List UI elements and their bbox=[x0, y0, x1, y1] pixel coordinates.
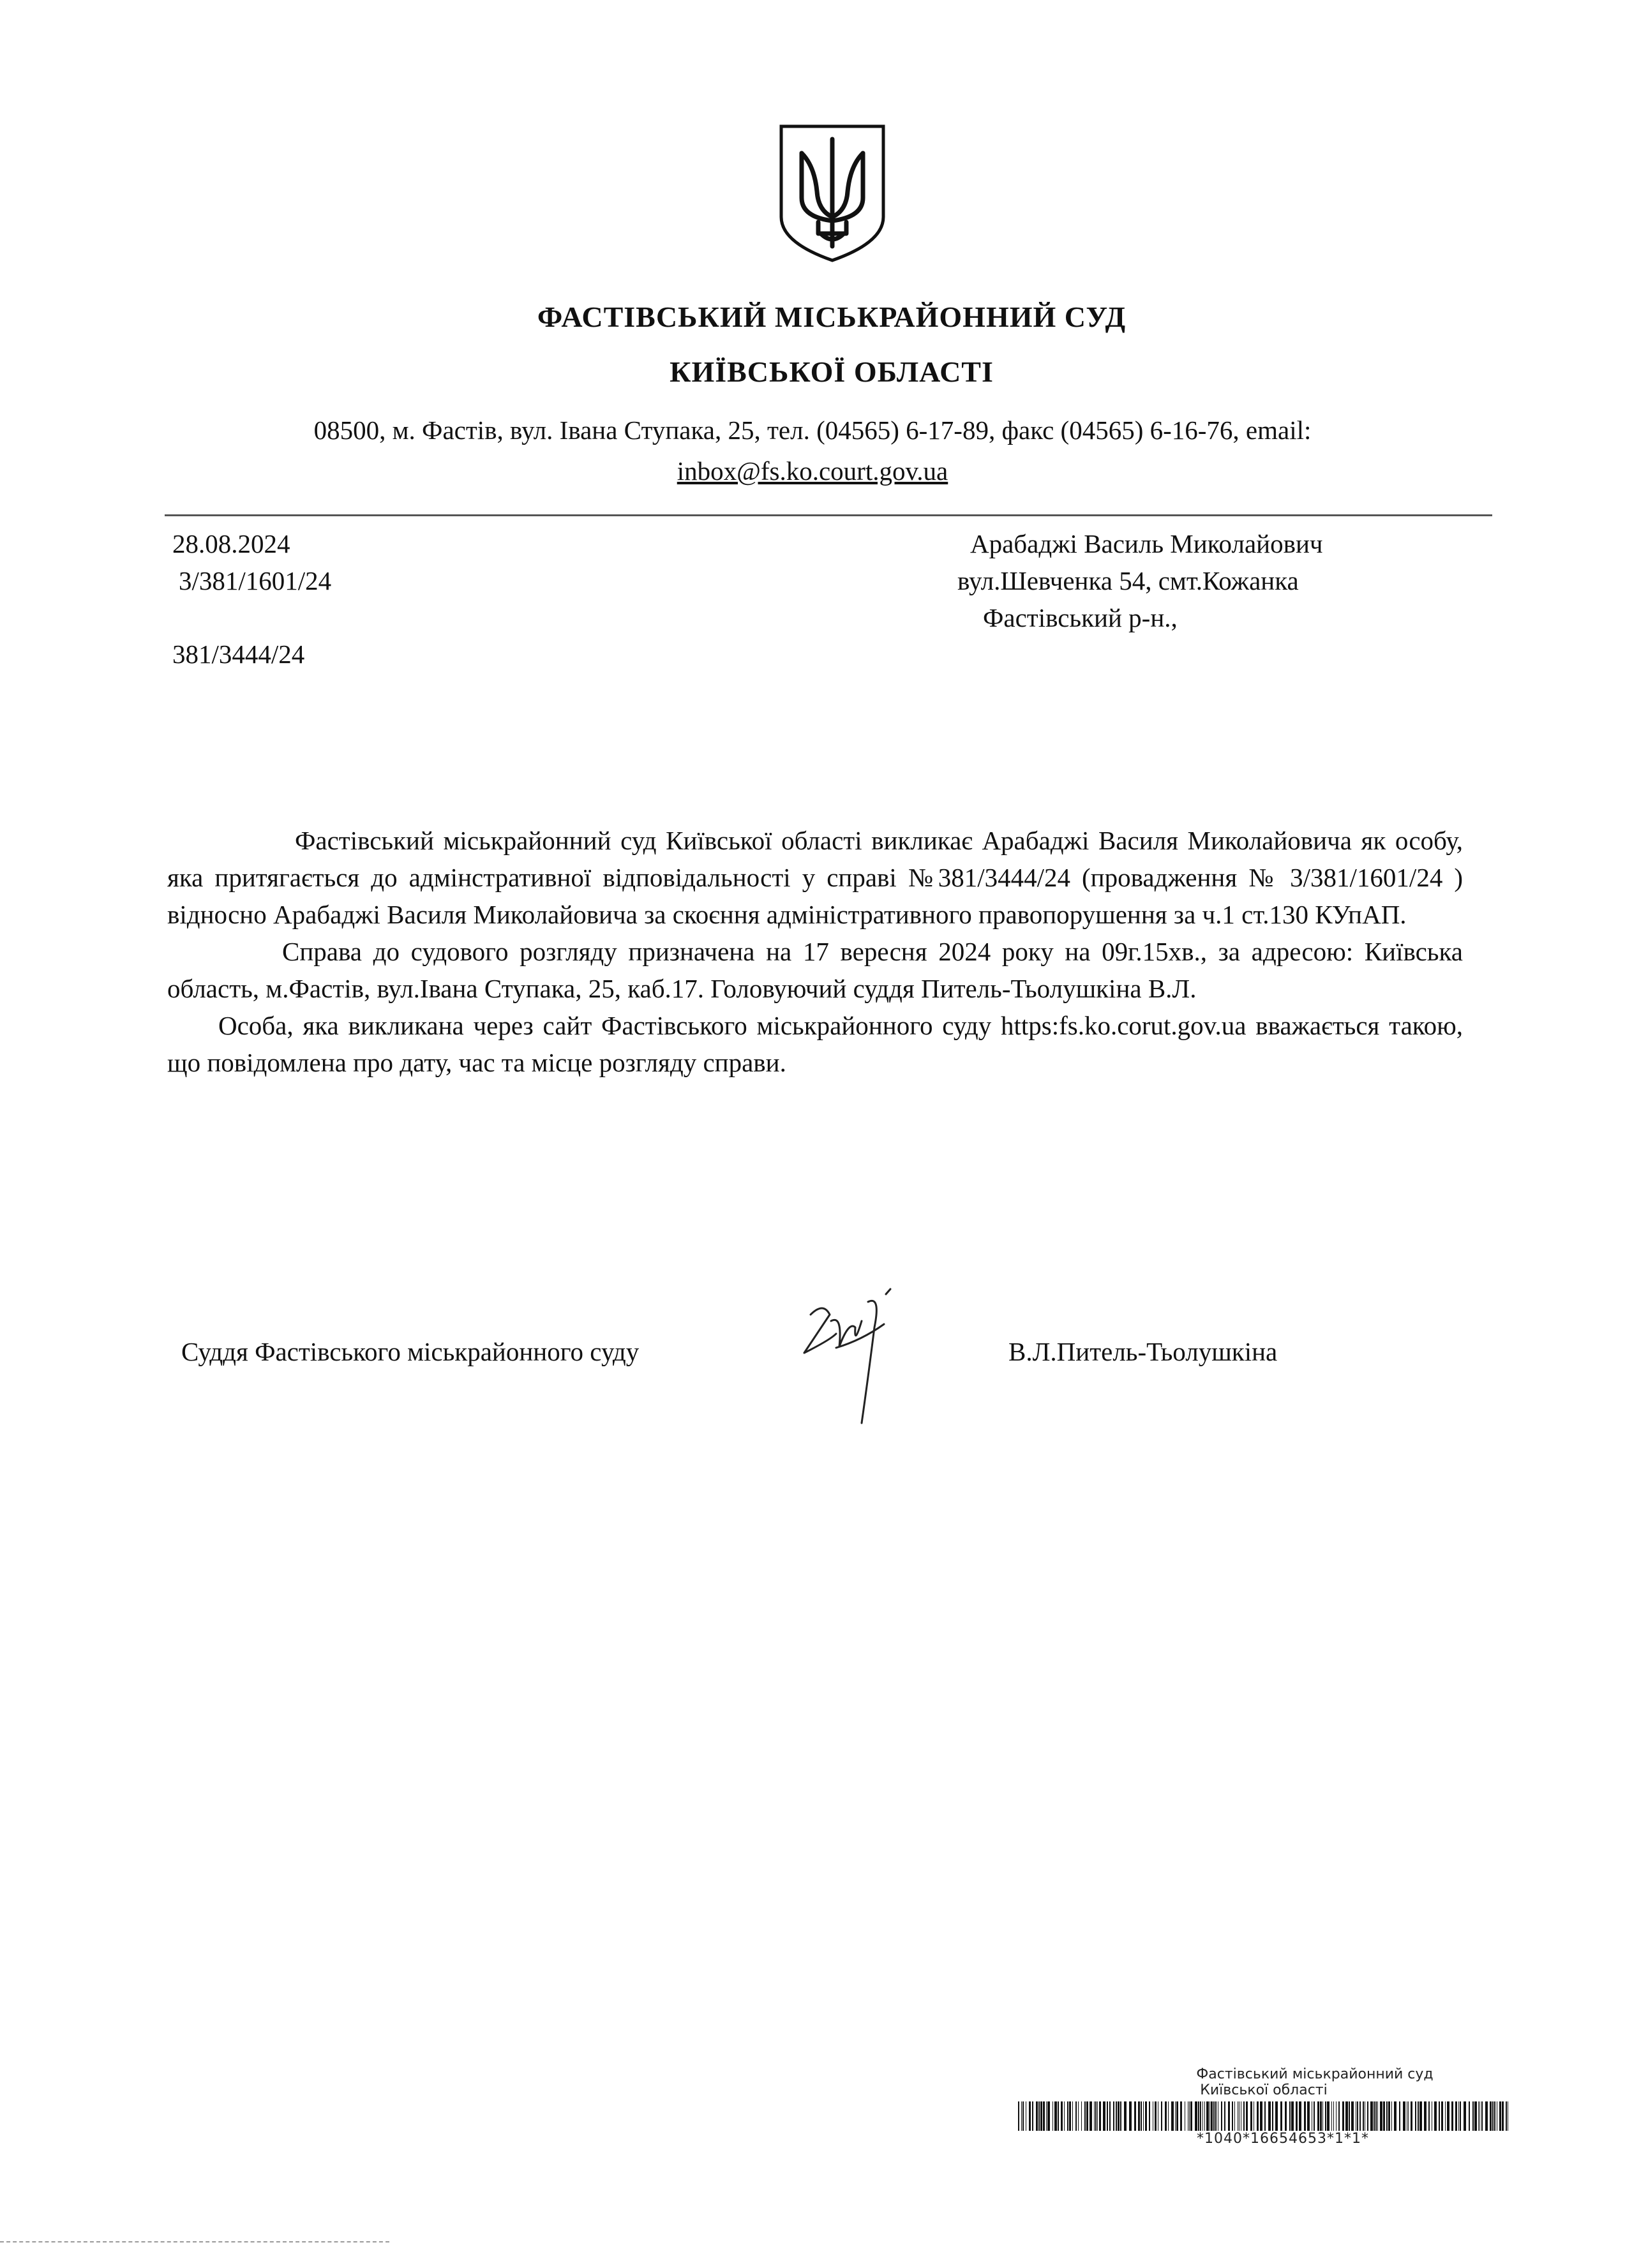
recipient-district: Фастівський р-н., bbox=[983, 603, 1178, 632]
stamp-region: Київської області bbox=[1200, 2082, 1328, 2098]
header-divider bbox=[165, 514, 1492, 516]
outgoing-number: 3/381/1601/24 bbox=[179, 566, 332, 595]
address-line: 08500, м. Фастів, вул. Івана Ступака, 25, тел. (04565) 6-17-89, факс (04565) 6-16-76, email: bbox=[313, 415, 1312, 445]
body-paragraph-hearing: Справа до судового розгляду призначена на 17 вересня 2024 року на 09г.15хв., за адресою: Київська область, м.Фастів, вул.Івана Ступака, 25, каб.17. Головуючий суддя Питель-Тьолушкіна В.Л. bbox=[167, 937, 1463, 1003]
registration-stamp bbox=[1015, 2066, 1513, 2147]
handwritten-signature bbox=[772, 1276, 925, 1436]
recipient-street: вул.Шевченка 54, смт.Кожанка bbox=[957, 566, 1299, 595]
court-email-link[interactable]: inbox@fs.ko.court.gov.ua bbox=[677, 456, 948, 486]
barcode-number: *1040*16654653*1*1* bbox=[1197, 2131, 1369, 2147]
body-paragraph-summons: Фастівський міськрайонний суд Київської області викликає Арабаджі Василя Миколайовича як особу, яка притягається до адмінстративної відповідальності у справі №381/3444/24 (провадження № 3/381/1601/24 ) відносно Арабаджі Василя Миколайовича за скоєння адміністративного правопорушення за ч.1 ст.130 КУпАП. bbox=[167, 826, 1463, 929]
recipient-block bbox=[957, 525, 1323, 636]
signer-role: Суддя Фастівського міськрайонного суду bbox=[181, 1337, 640, 1366]
letter-body bbox=[167, 822, 1463, 1081]
body-paragraph-notice: Особа, яка викликана через сайт Фастівського міськрайонного суду https:fs.ko.corut.gov.ua вважається такою, що повідомлена про дату, час та місце розгляду справи. bbox=[167, 1011, 1463, 1077]
recipient-name: Арабаджі Василь Миколайович bbox=[970, 529, 1323, 558]
court-address bbox=[128, 410, 1497, 491]
court-name: ФАСТІВСЬКИЙ МІСЬКРАЙОННИЙ СУД bbox=[537, 301, 1127, 333]
case-number: 381/3444/24 bbox=[172, 639, 305, 669]
coat-of-arms-icon bbox=[776, 121, 888, 265]
court-region: КИЇВСЬКОЇ ОБЛАСТІ bbox=[670, 355, 994, 388]
stamp-court-name: Фастівський міськрайонний суд bbox=[1196, 2066, 1434, 2082]
document-date: 28.08.2024 bbox=[172, 529, 290, 558]
footer-scan-line bbox=[0, 2241, 389, 2242]
signer-name: В.Л.Питель-Тьолушкіна bbox=[1008, 1337, 1278, 1366]
barcode-icon bbox=[1018, 2101, 1509, 2131]
